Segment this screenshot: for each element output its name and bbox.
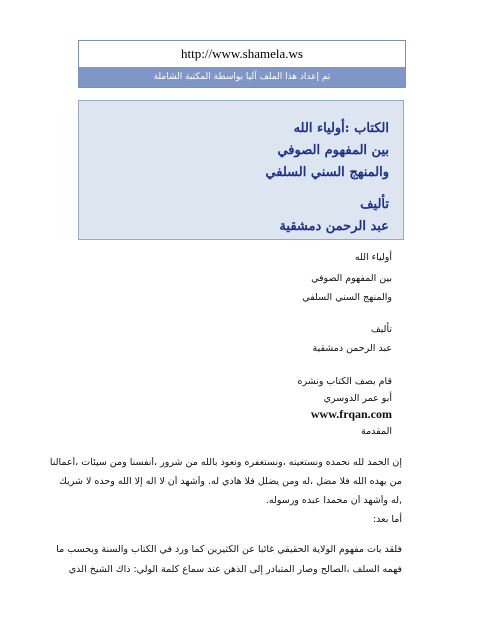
source-url[interactable]: http://www.shamela.ws [79,41,405,67]
para1-line2: من يهده الله فلا مضل ،له ومن يضلل فلا هادي له. وأشهد أن لا اله إلا الله وحده لا شريك [59,476,402,487]
scan-credit: قام بصف الكتاب ونشره [297,376,392,387]
para1-line1: إن الحمد لله نحمده ونستعينه ،ونستغفره ونعوذ بالله من شرور ،أنفسنا ومن سيئات ،أعمالنا [49,457,402,468]
para2-line2: فهمه السلف ،الصالح وصار المتبادر إلى الذهن عند سماع كلمة الولي: ذاك الشيخ الذي [68,564,402,575]
body-title-2: بين المفهوم الصوفي [311,273,392,284]
body-author-label: تأليف [370,324,392,335]
author-label: تأليف [360,197,389,212]
body-title-1: أولياء الله [354,252,392,263]
generator-note: تم إعداد هذا الملف آليا بواسطة المكتبة الشاملة [79,67,405,87]
scanner-name: أبو عمر الدوسري [323,393,392,404]
body-author-name: عبد الرحمن دمشقية [312,343,392,354]
title-box [78,100,404,240]
book-title: الكتاب :أولياء الله [293,121,389,136]
para2-line1: فلقد بات مفهوم الولاية الحقيقي غائبا عن الكثيرين كما ورد في الكتاب والسنة وبحسب ما [56,544,402,555]
site-url[interactable]: www.frqan.com [310,407,392,421]
after-label: أما بعد: [372,514,402,525]
para1-line3: ,له وأشهد أن محمدا عبده ورسوله. [265,495,402,506]
author-name: عبد الرحمن دمشقية [279,219,389,234]
book-subtitle-1: بين المفهوم الصوفي [277,143,389,158]
document-header [78,40,406,88]
body-title-3: والمنهج السني السلفي [302,292,392,303]
book-subtitle-2: والمنهج السني السلفي [265,165,389,180]
intro-heading: المقدمة [360,426,392,437]
